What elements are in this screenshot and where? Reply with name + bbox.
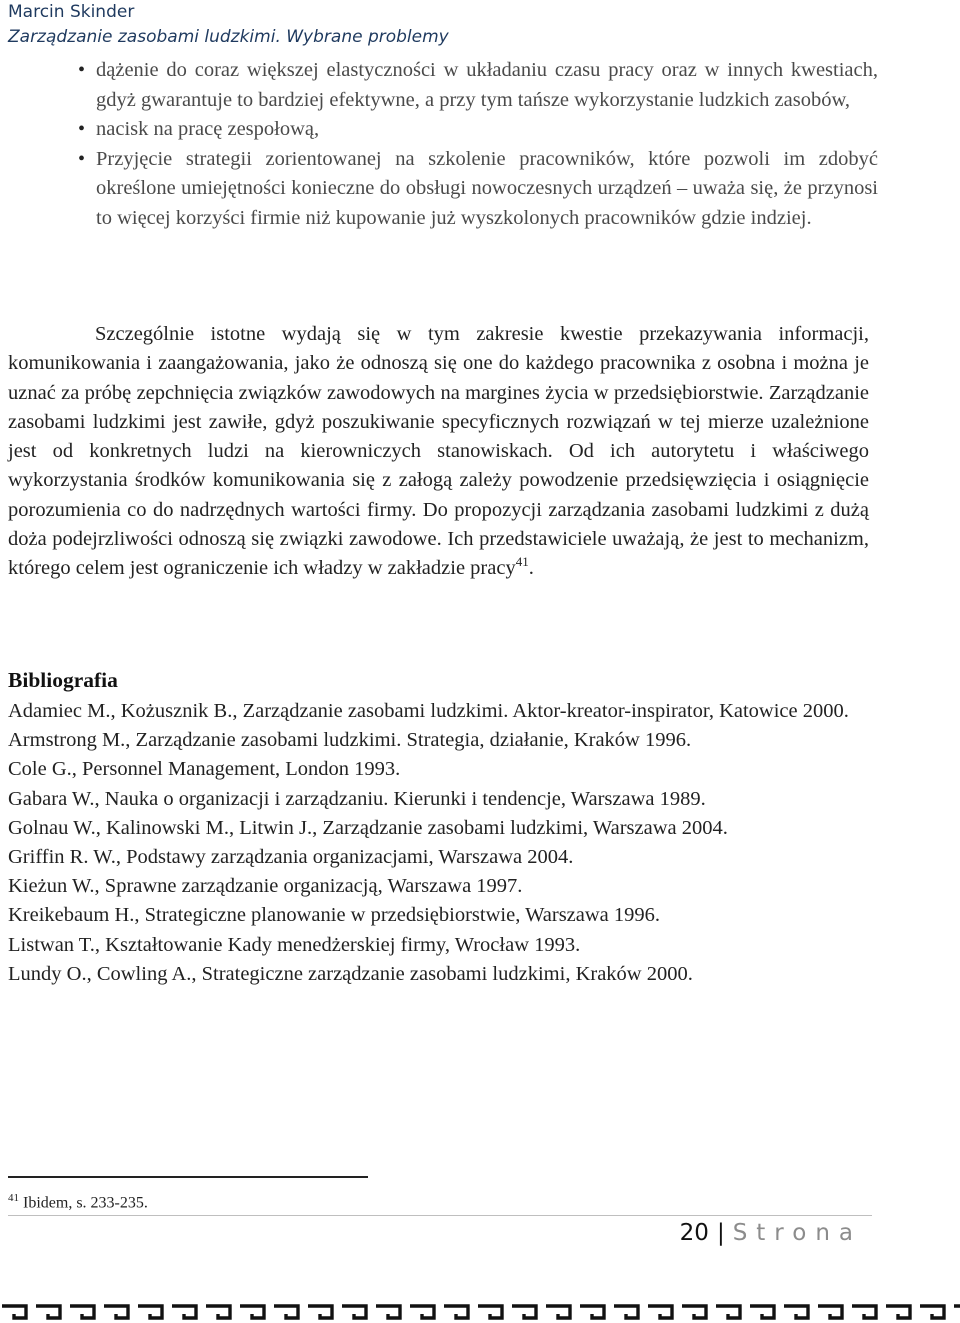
bibliography-entry: Kreikebaum H., Strategiczne planowanie w przedsiębiorstwie, Warszawa 1996. — [8, 904, 661, 927]
bibliography-entry: Cole G., Personnel Management, London 1993. — [8, 758, 401, 781]
page-number-value: 20 — [679, 1220, 709, 1246]
bullet-item: • dążenie do coraz większej elastyczności w układaniu czasu pracy oraz w innych kwestiach, gdyż gwarantuje to bardziej efektywne, a przy tym tańsze wykorzystanie ludzkich zasobów, — [78, 56, 878, 115]
border-pattern — [0, 1300, 960, 1323]
page-number-separator: | — [716, 1220, 725, 1246]
footnote-text: Ibidem, s. 233-235. — [23, 1194, 148, 1212]
bibliography-heading: Bibliografia — [8, 668, 118, 692]
header-author: Marcin Skinder — [8, 2, 135, 22]
bullet-item: • nacisk na pracę zespołową, — [78, 115, 878, 145]
bibliography-entry: Armstrong M., Zarządzanie zasobami ludzkimi. Strategia, działanie, Kraków 1996. — [8, 729, 692, 752]
bibliography-entry: Lundy O., Cowling A., Strategiczne zarządzanie zasobami ludzkimi, Kraków 2000. — [8, 962, 693, 985]
bibliography-entry: Griffin R. W., Podstawy zarządzania organizacjami, Warszawa 2004. — [8, 846, 574, 869]
paragraph-text: Szczególnie istotne wydają się w tym zakresie kwestie przekazywania informacji, komunikowania i zaangażowania, jako że odnoszą się one do każdego pracownika z osobna i można je uznać za próbę zepchnięcia związków zawodowych na margines życia w przedsiębiorstwie. Zarządzanie zasobami ludzkimi jest zawiłe, gdyż poszukiwanie specyficznych rozwiązań w tej mierze uzależnione jest od konkretnych ludzi na kierowniczych stanowiskach. Od ich autorytetu i właściwego wykorzystania środków komunikowania się z załogą zależy powodzenie przedsięwzięcia i osiągnięcie porozumienia co do nadrzędnych wartości firmy. Do propozycji zarządzania zasobami ludzkimi z dużą doża podejrzliwości odnoszą się związki zawodowe. Ich przedstawiciele uważają, że jest to mechanizm, którego celem jest ograniczenie ich władzy w zakładzie pracy — [8, 323, 869, 580]
footnote-reference: 41 — [515, 554, 529, 570]
body-paragraph — [8, 320, 869, 584]
page-number — [680, 1220, 862, 1246]
bibliography-entry: Golnau W., Kalinowski M., Litwin J., Zarządzanie zasobami ludzkimi, Warszawa 2004. — [8, 816, 728, 839]
running-header — [8, 0, 449, 50]
footnote — [8, 1192, 148, 1212]
footnote-separator — [8, 1176, 368, 1178]
paragraph-end: . — [528, 557, 534, 580]
bullet-list — [78, 56, 878, 233]
bullet-item: • Przyjęcie strategii zorientowanej na szkolenie pracowników, które pozwoli im zdobyć określone umiejętności konieczne do obsługi nowoczesnych urządzeń – uważa się, że przynosi to więcej korzyści firmie niż kupowanie już wyszkolonych pracowników gdzie indziej. — [78, 145, 878, 234]
footnote-number: 41 — [8, 1192, 19, 1204]
bibliography-list — [8, 697, 869, 989]
bibliography-entry: Kieżun W., Sprawne zarządzanie organizacją, Warszawa 1997. — [8, 875, 523, 898]
bibliography-entry: Gabara W., Nauka o organizacji i zarządzaniu. Kierunki i tendencje, Warszawa 1989. — [8, 787, 706, 810]
header-title: Zarządzanie zasobami ludzkimi. Wybrane problemy — [8, 27, 449, 47]
footer-rule — [8, 1215, 872, 1216]
bibliography-entry: Adamiec M., Kożusznik B., Zarządzanie zasobami ludzkimi. Aktor-kreator-inspirator, Katowice 2000. — [8, 700, 849, 722]
decorative-page-border — [0, 1300, 960, 1323]
page-word: Strona — [732, 1220, 862, 1246]
bibliography-entry: Listwan T., Kształtowanie Kady menedżerskiej firmy, Wrocław 1993. — [8, 933, 581, 956]
